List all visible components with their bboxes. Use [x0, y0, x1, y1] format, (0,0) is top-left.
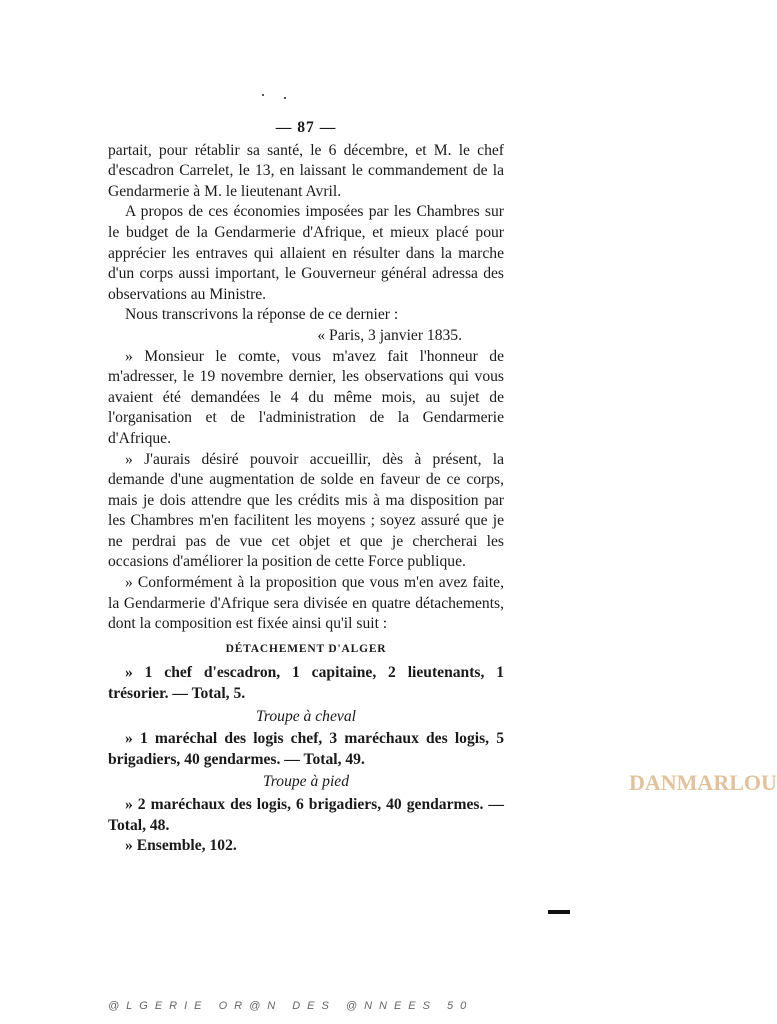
ink-speck — [262, 94, 264, 96]
paragraph-8: » 1 maréchal des logis chef, 3 maréchaux des logis, 5 brigadiers, 40 gendarmes. — Total, 49. — [108, 730, 504, 768]
subheading-infantry: Troupe à pied — [262, 773, 350, 791]
ink-speck — [284, 97, 286, 99]
paragraph-4: » Monsieur le comte, vous m'avez fait l'honneur de m'adresser, le 19 novembre dernier, les observations qui vous avaient été demandées le 4 du même mois, au sujet de l'organisation et de l'administration de la Gendarmerie d'Afrique. — [108, 347, 504, 447]
subheading-cavalry: Troupe à cheval — [256, 707, 356, 725]
letter-date: « Paris, 3 janvier 1835. — [317, 326, 462, 344]
page-body — [108, 118, 504, 857]
page-number: — 87 — — [275, 119, 337, 136]
paragraph-2: A propos de ces économies imposées par les Chambres sur le budget de la Gendarmerie d'Afrique, et mieux placé pour apprécier les entraves qui allaient en résulter dans la marche d'un corps aussi important, le Gouverneur général adressa des observations au Ministre. — [108, 203, 504, 303]
watermark-text: DANMARLOU — [629, 770, 777, 795]
ink-mark — [548, 910, 570, 914]
paragraph-3: Nous transcrivons la réponse de ce dernier : — [125, 306, 399, 324]
section-heading: DÉTACHEMENT D'ALGER — [225, 642, 387, 655]
paragraph-9: » 2 maréchaux des logis, 6 brigadiers, 40 gendarmes. — Total, 48. — [108, 796, 504, 834]
paragraph-7: » 1 chef d'escadron, 1 capitaine, 2 lieutenants, 1 trésorier. — Total, 5. — [108, 664, 504, 703]
paragraph-10: » Ensemble, 102. — [125, 837, 237, 855]
paragraph-1: partait, pour rétablir sa santé, le 6 décembre, et M. le chef d'escadron Carrelet, le 13, en laissant le commandement de la Gendarmerie à M. le lieutenant Avril. — [108, 141, 504, 200]
paragraph-6: » Conformément à la proposition que vous m'en avez faite, la Gendarmerie d'Afrique sera divisée en quatre détachements, dont la composition est fixée ainsi qu'il suit : — [108, 574, 504, 633]
footer-text: @LGERIE OR@N DES @NNEES 50 — [108, 1000, 474, 1012]
paragraph-5: » J'aurais désiré pouvoir accueillir, dès à présent, la demande d'une augmentation de solde en faveur de ce corps, mais je dois attendre que les crédits mis à ma disposition par les Chambres m'en facilitent les moyens ; soyez assuré que je ne perdrai pas de vue cet objet et que je chercherai les occasions d'améliorer la position de cette Force publique. — [108, 450, 504, 571]
